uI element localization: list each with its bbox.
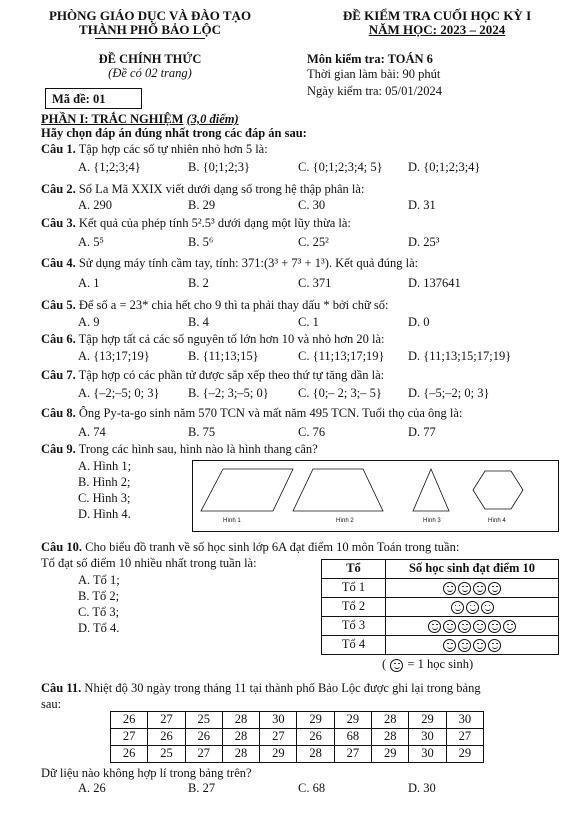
option-a: A. 74 [78, 425, 106, 439]
question-label: Câu 1. [41, 142, 76, 156]
city-name: THÀNH PHỐ BẢO LỘC [79, 22, 221, 37]
option-a: A. 26 [78, 781, 106, 795]
question-label: Câu 2. [41, 182, 76, 196]
temperature-cell: 27 [334, 746, 371, 763]
temperature-cell: 68 [334, 729, 371, 746]
smiley-icon [473, 639, 486, 652]
question-3 [41, 216, 351, 232]
option-d: D. 137641 [408, 276, 461, 290]
question-10-subtext: Tổ đạt số điểm 10 nhiều nhất trong tuần là: [41, 556, 257, 570]
option-c: C. {0;– 2; 3;– 5} [298, 386, 382, 400]
temperature-cell: 30 [409, 729, 446, 746]
question-text: Nhiệt độ 30 ngày trong tháng 11 tại thành phố Bảo Lộc được ghi lại trong bảng [84, 681, 481, 695]
option-d: D. 31 [408, 198, 436, 212]
question-label: Câu 4. [41, 256, 76, 270]
table-row [111, 712, 484, 729]
duration-label: Thời gian làm bài: 90 phút [307, 67, 441, 81]
figure-label-4: Hình 4 [488, 518, 506, 524]
part1-instruction: Hãy chọn đáp án đúng nhất trong các đáp án sau: [41, 126, 307, 140]
header-divider [95, 38, 205, 39]
table-row [322, 636, 559, 655]
smiley-icon [488, 620, 501, 633]
table-row [111, 746, 484, 763]
question-text: Trong các hình sau, hình nào là hình thang cân? [78, 442, 318, 456]
question-label: Câu 9. [41, 442, 76, 456]
smile-cell [386, 579, 559, 598]
group-name: Tổ 2 [322, 598, 386, 617]
hexagon-shape [473, 471, 523, 509]
group-name: Tổ 1 [322, 579, 386, 598]
question-text: Tập hợp có các phần tử được sắp xếp theo thứ tự tăng dần là: [78, 368, 385, 382]
question-label: Câu 10. [41, 540, 82, 554]
question-text: Tập hợp các số tự nhiên nhỏ hơn 5 là: [78, 142, 268, 156]
option-c: C. 371 [298, 276, 332, 290]
table-header-row [322, 560, 559, 579]
group-name: Tổ 4 [322, 636, 386, 655]
temperature-cell: 29 [260, 746, 297, 763]
table-header: Số học sinh đạt điểm 10 [386, 560, 559, 579]
temperature-cell: 30 [409, 746, 446, 763]
question-5 [41, 298, 388, 314]
option-b: B. Tổ 2; [78, 589, 120, 603]
temperature-cell: 28 [297, 746, 334, 763]
subject-label: Môn kiểm tra: TOÁN 6 [307, 52, 433, 66]
temperature-cell: 25 [148, 746, 185, 763]
option-d: D. Tổ 4. [78, 621, 120, 635]
table-row [322, 598, 559, 617]
table-row [322, 579, 559, 598]
option-d: D. {11;13;15;17;19} [408, 349, 512, 363]
smiley-icon [443, 620, 456, 633]
temperature-cell: 26 [111, 746, 148, 763]
question-7 [41, 368, 384, 384]
question-11-prompt: Dữ liệu nào không hợp lí trong bảng trên? [41, 766, 252, 780]
date-label: Ngày kiểm tra: 05/01/2024 [307, 84, 443, 98]
smiley-icon [443, 639, 456, 652]
option-c: C. Hình 3; [78, 491, 131, 505]
temperature-cell: 26 [111, 712, 148, 729]
smiley-icon [503, 620, 516, 633]
question-text: Sử dụng máy tính cầm tay, tính: 371:(3³ + 7³ + 1³). Kết quả đúng là: [78, 256, 419, 270]
smiley-icon [466, 601, 479, 614]
table-header: Tổ [322, 560, 386, 579]
option-a: A. {1;2;3;4} [78, 160, 141, 174]
school-year [302, 22, 572, 38]
question-8 [41, 406, 462, 422]
table-row [111, 729, 484, 746]
question-9 [41, 442, 318, 458]
smiley-icon [458, 639, 471, 652]
option-c: C. 30 [298, 198, 326, 212]
option-c: C. {0;1;2;3;4; 5} [298, 160, 383, 174]
question-text: Số La Mã XXIX viết dưới dạng số trong hệ thập phân là: [78, 182, 365, 196]
option-c: C. {11;13;17;19} [298, 349, 385, 363]
option-b: B. {11;13;15} [188, 349, 259, 363]
question-11-subtext: sau: [41, 697, 62, 711]
page-count: (Đề có 02 trang) [108, 66, 192, 80]
temperature-cell: 28 [372, 729, 409, 746]
department-name: PHÒNG GIÁO DỤC VÀ ĐÀO TẠO [48, 8, 252, 23]
official-label: ĐỀ CHÍNH THỨC [98, 52, 202, 66]
temperature-cell: 28 [372, 712, 409, 729]
figure-label-3: Hình 3 [423, 518, 441, 524]
temperature-cell: 28 [222, 729, 259, 746]
legend-open: ( [382, 657, 387, 671]
school-year-text: NĂM HỌC: 2023 – 2024 [368, 22, 506, 37]
pictograph-table [321, 559, 559, 655]
option-a: A. 5⁵ [78, 235, 104, 249]
smile-cell [386, 598, 559, 617]
option-d: D. 0 [408, 315, 430, 329]
smiley-icon [451, 601, 464, 614]
option-c: C. 1 [298, 315, 319, 329]
question-text: Ông Py-ta-go sinh năm 570 TCN và mất năm 495 TCN. Tuổi thọ của ông là: [78, 406, 463, 420]
option-b: B. 4 [188, 315, 209, 329]
option-d: D. {0;1;2;3;4} [408, 160, 481, 174]
question-4 [41, 256, 418, 272]
temperature-cell: 26 [148, 729, 185, 746]
figure-label-1: Hình 1 [223, 518, 241, 524]
question-label: Câu 11. [41, 681, 82, 695]
option-d: D. {–5;–2; 0; 3} [408, 386, 490, 400]
smile-cell [386, 617, 559, 636]
question-text: Tập hợp tất cả các số nguyên tố lớn hơn 10 và nhỏ hơn 20 là: [78, 332, 385, 346]
smiley-icon [488, 639, 501, 652]
option-c: C. Tổ 3; [78, 605, 120, 619]
option-d: D. Hình 4. [78, 507, 131, 521]
temperature-cell: 30 [260, 712, 297, 729]
question-label: Câu 7. [41, 368, 76, 382]
option-b: B. {0;1;2;3} [188, 160, 251, 174]
temperature-cell: 30 [446, 712, 483, 729]
temperature-cell: 28 [222, 746, 259, 763]
question-label: Câu 5. [41, 298, 76, 312]
question-1 [41, 142, 268, 158]
group-name: Tổ 3 [322, 617, 386, 636]
option-a: A. Tổ 1; [78, 573, 120, 587]
question-text: Để số a = 23* chia hết cho 9 thì ta phải thay dấu * bởi chữ số: [78, 298, 389, 312]
temperature-cell: 29 [446, 746, 483, 763]
exam-code: Mã đề: 01 [45, 88, 142, 109]
option-a: A. 290 [78, 198, 113, 212]
temperature-cell: 28 [222, 712, 259, 729]
triangle-shape [413, 469, 449, 511]
temperature-cell: 27 [260, 729, 297, 746]
question-text: Cho biểu đồ tranh về số học sinh lớp 6A đạt điểm 10 môn Toán trong tuần: [85, 540, 460, 554]
smiley-icon [488, 582, 501, 595]
smiley-icon [428, 620, 441, 633]
exam-title: ĐỀ KIỂM TRA CUỐI HỌC KỲ I [342, 8, 532, 23]
temperature-cell: 29 [297, 712, 334, 729]
option-b: B. {–2; 3;–5; 0} [188, 386, 269, 400]
option-d: D. 77 [408, 425, 436, 439]
smile-cell [386, 636, 559, 655]
parallelogram-shape [201, 469, 293, 511]
smiley-icon [473, 620, 486, 633]
option-a: A. {13;17;19} [78, 349, 150, 363]
smiley-icon [443, 582, 456, 595]
question-11 [41, 681, 481, 697]
option-a: A. 9 [78, 315, 100, 329]
option-a: A. 1 [78, 276, 100, 290]
temperature-cell: 27 [185, 746, 222, 763]
part1-title: PHẦN I: TRẮC NGHIỆM [41, 112, 184, 126]
option-b: B. 29 [188, 198, 216, 212]
temperature-cell: 27 [111, 729, 148, 746]
trapezoid-shape [293, 469, 383, 511]
option-b: B. Hình 2; [78, 475, 131, 489]
temperature-cell: 29 [372, 746, 409, 763]
temperature-table [110, 711, 484, 763]
temperature-cell: 27 [148, 712, 185, 729]
temperature-cell: 29 [334, 712, 371, 729]
table-row [322, 617, 559, 636]
option-b: B. 75 [188, 425, 216, 439]
smiley-icon [458, 582, 471, 595]
smiley-icon [473, 582, 486, 595]
option-b: B. 27 [188, 781, 216, 795]
smiley-icon [390, 659, 403, 672]
option-d: D. 25³ [408, 235, 440, 249]
option-d: D. 30 [408, 781, 436, 795]
question-10 [41, 540, 459, 556]
smiley-icon [481, 601, 494, 614]
temperature-cell: 26 [297, 729, 334, 746]
option-a: A. {–2;–5; 0; 3} [78, 386, 160, 400]
question-label: Câu 6. [41, 332, 76, 346]
option-c: C. 68 [298, 781, 326, 795]
pictograph-legend [382, 657, 473, 673]
shapes-figure [192, 460, 559, 532]
option-b: B. 5⁶ [188, 235, 214, 249]
question-label: Câu 8. [41, 406, 76, 420]
option-a: A. Hình 1; [78, 459, 132, 473]
temperature-cell: 27 [446, 729, 483, 746]
legend-text: = 1 học sinh) [407, 657, 474, 671]
smiley-icon [458, 620, 471, 633]
temperature-cell: 29 [409, 712, 446, 729]
part1-points: (3,0 điểm) [186, 112, 239, 126]
option-b: B. 2 [188, 276, 209, 290]
option-c: C. 25² [298, 235, 329, 249]
question-text: Kết quả của phép tính 5².5³ dưới dạng một lũy thừa là: [78, 216, 351, 230]
temperature-cell: 25 [185, 712, 222, 729]
option-c: C. 76 [298, 425, 326, 439]
figure-label-2: Hình 2 [336, 518, 354, 524]
temperature-cell: 26 [185, 729, 222, 746]
question-label: Câu 3. [41, 216, 76, 230]
question-2 [41, 182, 364, 198]
question-6 [41, 332, 385, 348]
